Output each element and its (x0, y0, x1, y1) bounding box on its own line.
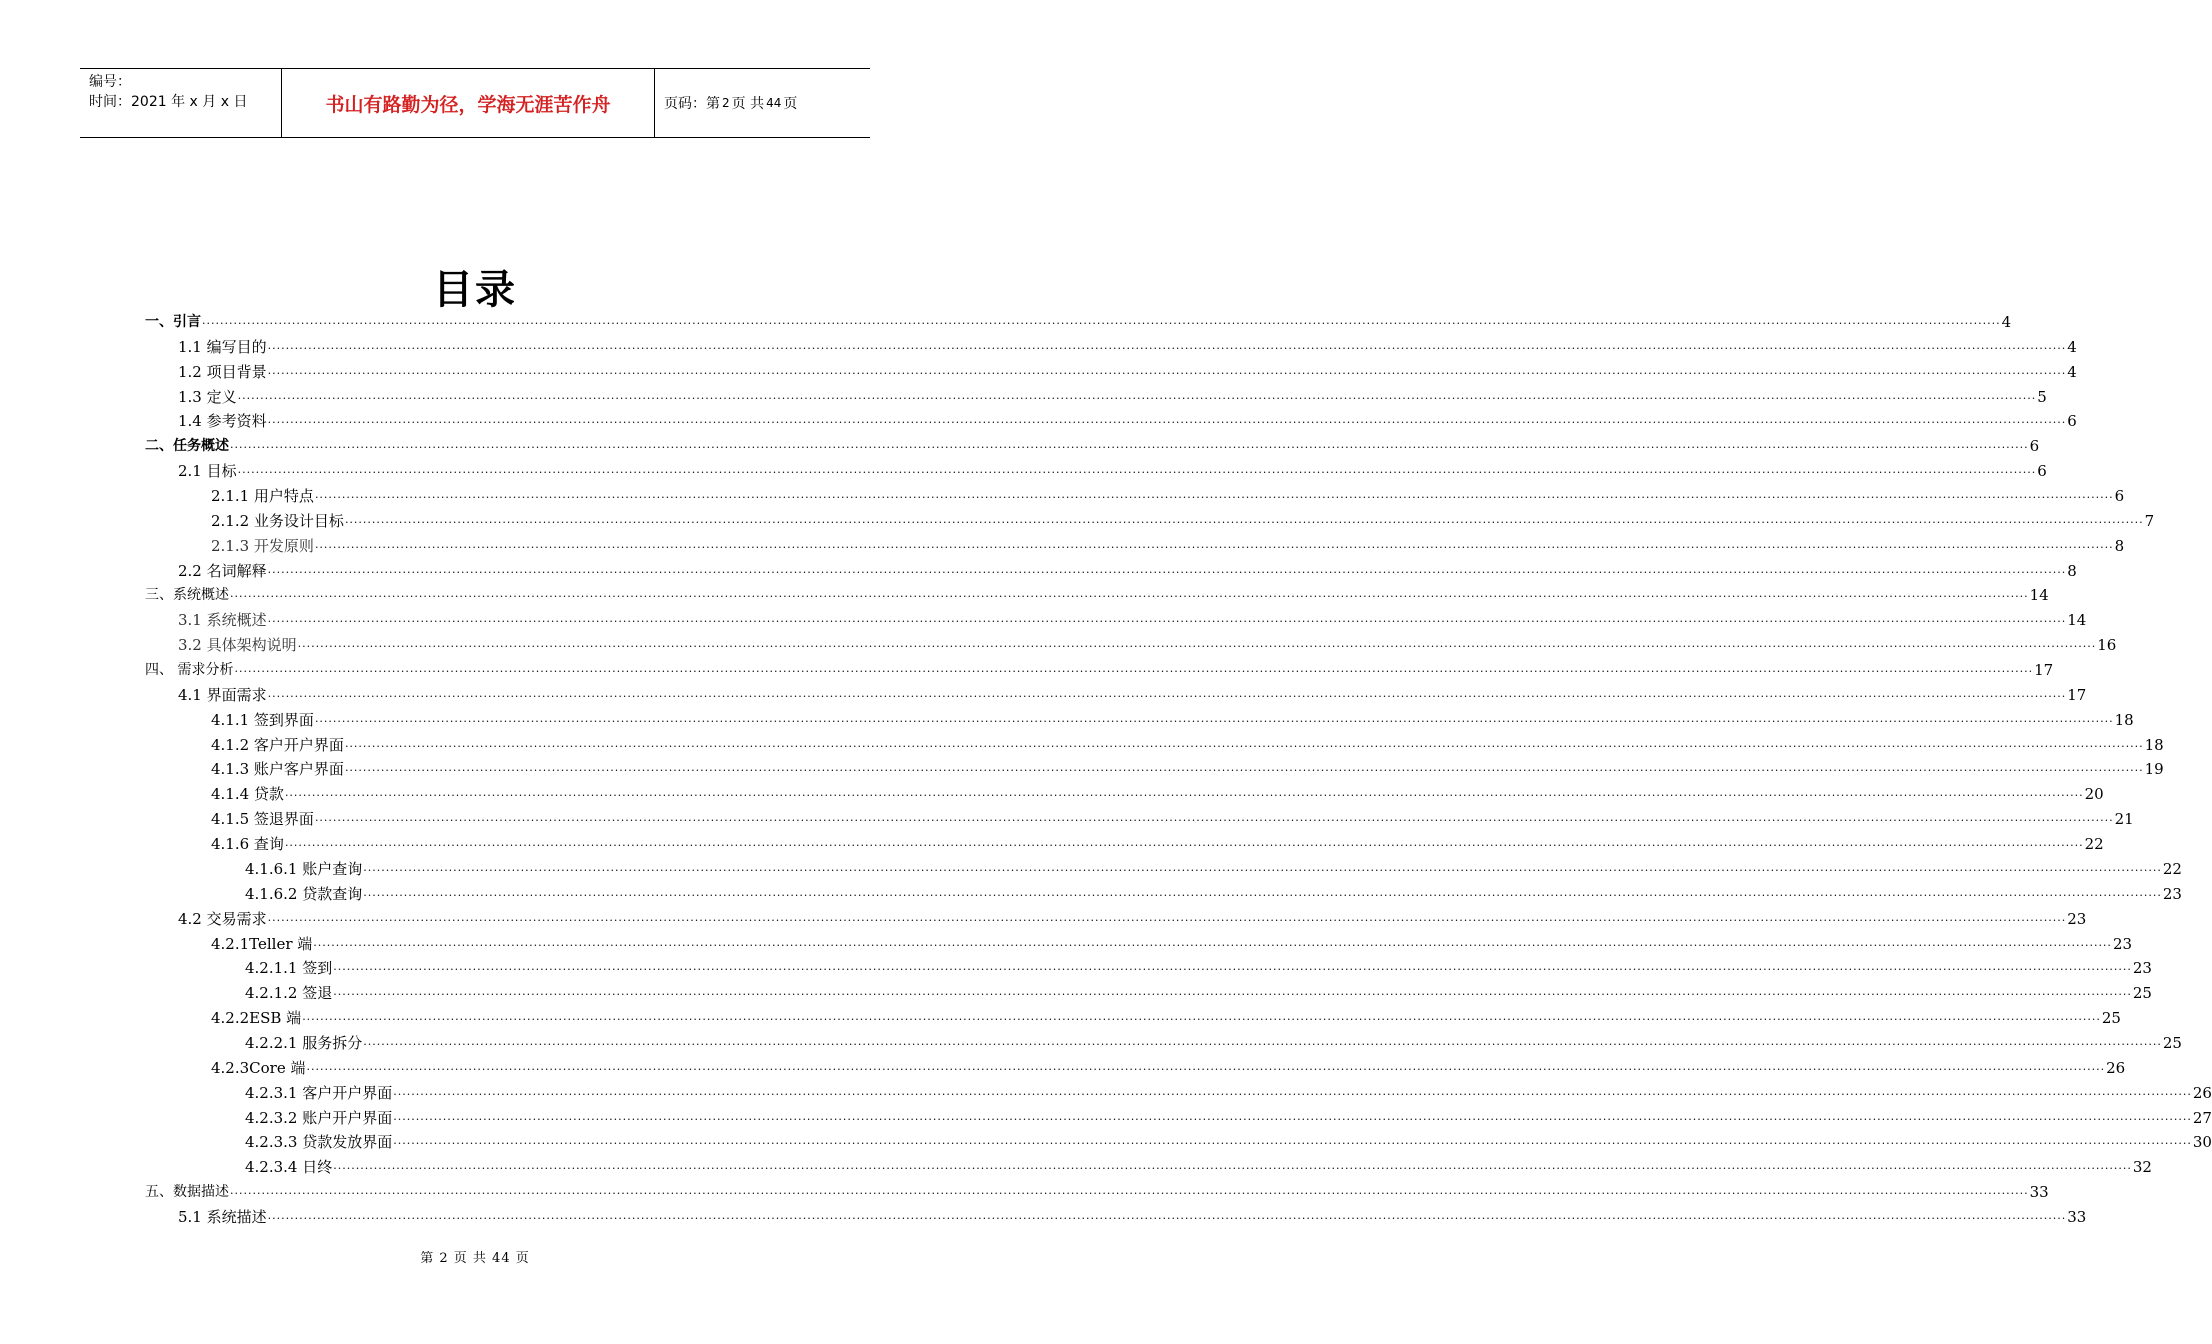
toc-entry[interactable] (178, 905, 2087, 929)
toc-leader-dots: ................................................................................................................................................................................................................................................................................................................................................................................................................ (267, 910, 2067, 924)
toc-leader-dots: ................................................................................................................................................................................................................................................................................................................................................................................................................ (267, 413, 2067, 427)
toc-entry-page: 16 (2097, 636, 2117, 655)
toc-title: 目录 (433, 267, 517, 313)
toc-entry[interactable] (245, 1128, 2212, 1152)
toc-entry-title: 五、数据描述 (145, 1184, 229, 1201)
toc-leader-dots: ................................................................................................................................................................................................................................................................................................................................................................................................................ (230, 1184, 2029, 1198)
toc-leader-dots: ................................................................................................................................................................................................................................................................................................................................................................................................................ (363, 1034, 2162, 1048)
toc-leader-dots: ................................................................................................................................................................................................................................................................................................................................................................................................................ (267, 363, 2067, 377)
toc-entry-title: 2.1.2 业务设计目标 (211, 511, 344, 530)
toc-leader-dots: ................................................................................................................................................................................................................................................................................................................................................................................................................ (314, 537, 2114, 551)
toc-entry-page: 26 (2106, 1058, 2126, 1077)
toc-entry-title: 2.1.3 开发原则 (211, 536, 314, 555)
toc-entry[interactable] (211, 805, 2134, 829)
toc-entry[interactable] (245, 1104, 2212, 1128)
toc-entry[interactable] (178, 681, 2087, 705)
toc-leader-dots: ................................................................................................................................................................................................................................................................................................................................................................................................................ (344, 761, 2144, 775)
toc-entry-title: 4.2.2ESB 端 (211, 1009, 302, 1028)
toc-entry-page: 4 (2067, 362, 2077, 381)
toc-leader-dots: ................................................................................................................................................................................................................................................................................................................................................................................................................ (267, 686, 2067, 700)
toc-entry-page: 4 (2067, 337, 2077, 356)
toc-leader-dots: ................................................................................................................................................................................................................................................................................................................................................................................................................ (267, 338, 2067, 352)
toc-entry-title: 二、任务概述 (145, 438, 229, 455)
toc-entry[interactable] (178, 333, 2077, 357)
toc-entry-page: 5 (2037, 387, 2047, 406)
toc-entry-page: 6 (2067, 412, 2077, 431)
toc-entry-page: 23 (2112, 934, 2133, 953)
toc-entry[interactable] (245, 954, 2152, 978)
toc-entry-page: 18 (2144, 735, 2164, 754)
toc-entry[interactable] (211, 482, 2125, 506)
toc-entry-page: 33 (2067, 1207, 2087, 1226)
toc-entry[interactable] (145, 1178, 2049, 1202)
toc-entry-page: 14 (2029, 586, 2049, 605)
header-page-info (655, 69, 870, 137)
toc-leader-dots: ................................................................................................................................................................................................................................................................................................................................................................................................................ (393, 1084, 2192, 1098)
toc-entry-title: 一、引言 (145, 314, 201, 330)
toc-entry-page: 30 (2192, 1133, 2212, 1152)
toc-entry-title: 4.2.1Teller 端 (211, 934, 313, 953)
toc-leader-dots: ................................................................................................................................................................................................................................................................................................................................................................................................................ (333, 985, 2132, 999)
toc-entry-page: 21 (2114, 810, 2134, 829)
toc-leader-dots: ................................................................................................................................................................................................................................................................................................................................................................................................................ (284, 836, 2084, 850)
toc-entry[interactable] (245, 855, 2182, 879)
toc-entry-page: 25 (2132, 984, 2152, 1003)
toc-entry-title: 4.2 交易需求 (178, 909, 267, 928)
toc-entry[interactable] (145, 581, 2049, 605)
toc-leader-dots: ................................................................................................................................................................................................................................................................................................................................................................................................................ (237, 388, 2037, 402)
toc-leader-dots: ................................................................................................................................................................................................................................................................................................................................................................................................................ (267, 1208, 2067, 1222)
toc-entry[interactable] (245, 979, 2152, 1003)
toc-entry-title: 3.1 系统概述 (178, 611, 267, 630)
toc-leader-dots: ................................................................................................................................................................................................................................................................................................................................................................................................................ (363, 885, 2162, 899)
toc-entry[interactable] (211, 706, 2134, 730)
toc-leader-dots: ................................................................................................................................................................................................................................................................................................................................................................................................................ (230, 587, 2029, 601)
toc-entry-title: 4.2.3.3 贷款发放界面 (245, 1133, 393, 1152)
toc-entry-title: 4.1.4 贷款 (211, 785, 284, 804)
toc-entry-title: 4.2.3.2 账户开户界面 (245, 1108, 393, 1127)
toc-entry-page: 14 (2067, 611, 2087, 630)
header-page-suffix: 页 (783, 96, 798, 112)
toc-entry-title: 1.1 编写目的 (178, 337, 267, 356)
toc-entry-title: 4.1.3 账户客户界面 (211, 760, 344, 779)
toc-entry[interactable] (145, 656, 2054, 680)
toc-entry[interactable] (178, 407, 2077, 431)
toc-entry-title: 4.2.1.1 签到 (245, 959, 333, 978)
toc-entry-title: 三、系统概述 (145, 587, 229, 604)
toc-entry-page: 6 (2037, 462, 2047, 481)
toc-entry[interactable] (145, 308, 2012, 332)
toc-entry[interactable] (211, 1004, 2121, 1028)
toc-leader-dots: ................................................................................................................................................................................................................................................................................................................................................................................................................ (344, 736, 2144, 750)
header-number-label: 编号： (89, 74, 131, 90)
toc-leader-dots: ................................................................................................................................................................................................................................................................................................................................................................................................................ (314, 811, 2114, 825)
toc-leader-dots: ................................................................................................................................................................................................................................................................................................................................................................................................................ (314, 711, 2114, 725)
toc-entry-title: 四、 需求分析 (145, 662, 234, 679)
toc-entry[interactable] (145, 432, 2040, 456)
header-page-mid: 页 共 (731, 96, 765, 112)
toc-entry-title: 1.3 定义 (178, 387, 237, 406)
header-meta (80, 69, 282, 137)
toc-entry-page: 27 (2192, 1108, 2212, 1127)
toc-entry-page: 19 (2144, 760, 2164, 779)
toc-entry-title: 4.1.6.2 贷款查询 (245, 884, 363, 903)
toc-leader-dots: ................................................................................................................................................................................................................................................................................................................................................................................................................ (230, 438, 2029, 452)
toc-entry-page: 22 (2084, 835, 2104, 854)
toc-entry-page: 17 (2034, 661, 2054, 680)
toc-entry[interactable] (245, 880, 2182, 904)
toc-entry[interactable] (178, 358, 2077, 382)
toc-leader-dots: ................................................................................................................................................................................................................................................................................................................................................................................................................ (306, 1059, 2106, 1073)
toc-entry[interactable] (211, 930, 2133, 954)
toc-entry[interactable] (178, 1203, 2087, 1227)
toc-entry-title: 4.1 界面需求 (178, 685, 267, 704)
toc-entry-page: 32 (2132, 1158, 2152, 1177)
toc-entry-page: 23 (2067, 909, 2087, 928)
toc-entry-page: 7 (2144, 511, 2155, 530)
toc-entry-title: 5.1 系统描述 (178, 1207, 267, 1226)
toc-entry[interactable] (245, 1029, 2182, 1053)
toc-entry-title: 1.4 参考资料 (178, 412, 267, 431)
toc-entry[interactable] (211, 830, 2104, 854)
toc-entry[interactable] (178, 631, 2117, 655)
toc-entry-title: 2.1 目标 (178, 462, 237, 481)
toc-entry[interactable] (245, 1153, 2152, 1177)
header-page-total: 44 (766, 96, 782, 110)
header-page-prefix: 页码：第 (664, 96, 720, 112)
toc-entry-page: 6 (2029, 437, 2040, 456)
toc-leader-dots: ................................................................................................................................................................................................................................................................................................................................................................................................................ (314, 488, 2114, 502)
page-header (80, 68, 870, 138)
toc-entry-title: 2.1.1 用户特点 (211, 487, 314, 506)
toc-entry-title: 4.1.6.1 账户查询 (245, 859, 363, 878)
toc-leader-dots: ................................................................................................................................................................................................................................................................................................................................................................................................................ (234, 662, 2034, 676)
toc-entry[interactable] (178, 383, 2047, 407)
toc-entry[interactable] (178, 457, 2047, 481)
toc-entry-page: 6 (2114, 487, 2125, 506)
toc-entry[interactable] (211, 507, 2155, 531)
toc-entry-page: 17 (2067, 685, 2087, 704)
header-date-label: 时间：2021 年 x 月 x 日 (89, 94, 248, 110)
toc-entry-title: 3.2 具体架构说明 (178, 636, 297, 655)
toc-entry-page: 22 (2162, 859, 2182, 878)
toc-entry-page: 23 (2162, 884, 2182, 903)
toc-entry-title: 4.2.2.1 服务拆分 (245, 1033, 363, 1052)
toc-entry[interactable] (245, 1079, 2212, 1103)
toc-entry[interactable] (178, 606, 2087, 630)
header-page-current: 2 (722, 96, 730, 110)
toc-entry-page: 8 (2114, 536, 2125, 555)
toc-entry[interactable] (211, 1054, 2126, 1078)
toc-leader-dots: ................................................................................................................................................................................................................................................................................................................................................................................................................ (344, 512, 2144, 526)
toc-leader-dots: ................................................................................................................................................................................................................................................................................................................................................................................................................ (333, 1159, 2132, 1173)
toc-entry-title: 4.2.1.2 签退 (245, 984, 333, 1003)
toc-entry[interactable] (211, 532, 2125, 556)
toc-entry-title: 4.2.3Core 端 (211, 1058, 306, 1077)
toc-entry-page: 26 (2192, 1083, 2212, 1102)
toc-entry[interactable] (211, 755, 2164, 779)
toc-entry-page: 25 (2162, 1033, 2182, 1052)
toc-entry-title: 2.2 名词解释 (178, 561, 267, 580)
toc-entry[interactable] (211, 780, 2104, 804)
toc-entry[interactable] (211, 731, 2164, 755)
toc-entry-title: 4.1.6 查询 (211, 835, 284, 854)
toc-entry-page: 33 (2029, 1183, 2049, 1202)
toc-entry-title: 4.1.5 签退界面 (211, 810, 314, 829)
toc-leader-dots: ................................................................................................................................................................................................................................................................................................................................................................................................................ (284, 786, 2084, 800)
toc-leader-dots: ................................................................................................................................................................................................................................................................................................................................................................................................................ (393, 1134, 2192, 1148)
toc-leader-dots: ................................................................................................................................................................................................................................................................................................................................................................................................................ (297, 637, 2097, 651)
toc-entry-page: 25 (2101, 1009, 2121, 1028)
toc-leader-dots: ................................................................................................................................................................................................................................................................................................................................................................................................................ (313, 935, 2112, 949)
toc-entry-page: 23 (2132, 959, 2152, 978)
toc-leader-dots: ................................................................................................................................................................................................................................................................................................................................................................................................................ (237, 463, 2037, 477)
toc-leader-dots: ................................................................................................................................................................................................................................................................................................................................................................................................................ (333, 960, 2132, 974)
toc-entry-page: 8 (2067, 561, 2077, 580)
toc-leader-dots: ................................................................................................................................................................................................................................................................................................................................................................................................................ (267, 562, 2067, 576)
toc-entry-title: 4.2.3.4 日终 (245, 1158, 333, 1177)
toc-leader-dots: ................................................................................................................................................................................................................................................................................................................................................................................................................ (267, 612, 2067, 626)
header-motto: 书山有路勤为径，学海无涯苦作舟 (282, 69, 655, 137)
toc-entry-page: 20 (2084, 785, 2104, 804)
toc-entry-title: 1.2 项目背景 (178, 362, 267, 381)
toc-entry-page: 4 (2001, 313, 2012, 331)
toc-entry[interactable] (178, 557, 2077, 581)
toc-leader-dots: ................................................................................................................................................................................................................................................................................................................................................................................................................ (202, 314, 2001, 327)
toc-leader-dots: ................................................................................................................................................................................................................................................................................................................................................................................................................ (363, 860, 2162, 874)
toc-leader-dots: ................................................................................................................................................................................................................................................................................................................................................................................................................ (393, 1109, 2192, 1123)
toc-entry-title: 4.1.2 客户开户界面 (211, 735, 344, 754)
page-footer: 第 2 页 共 44 页 (420, 1251, 530, 1266)
toc-entry-title: 4.2.3.1 客户开户界面 (245, 1083, 393, 1102)
toc-leader-dots: ................................................................................................................................................................................................................................................................................................................................................................................................................ (302, 1010, 2101, 1024)
toc-entry-page: 18 (2114, 710, 2134, 729)
toc-entry-title: 4.1.1 签到界面 (211, 710, 314, 729)
